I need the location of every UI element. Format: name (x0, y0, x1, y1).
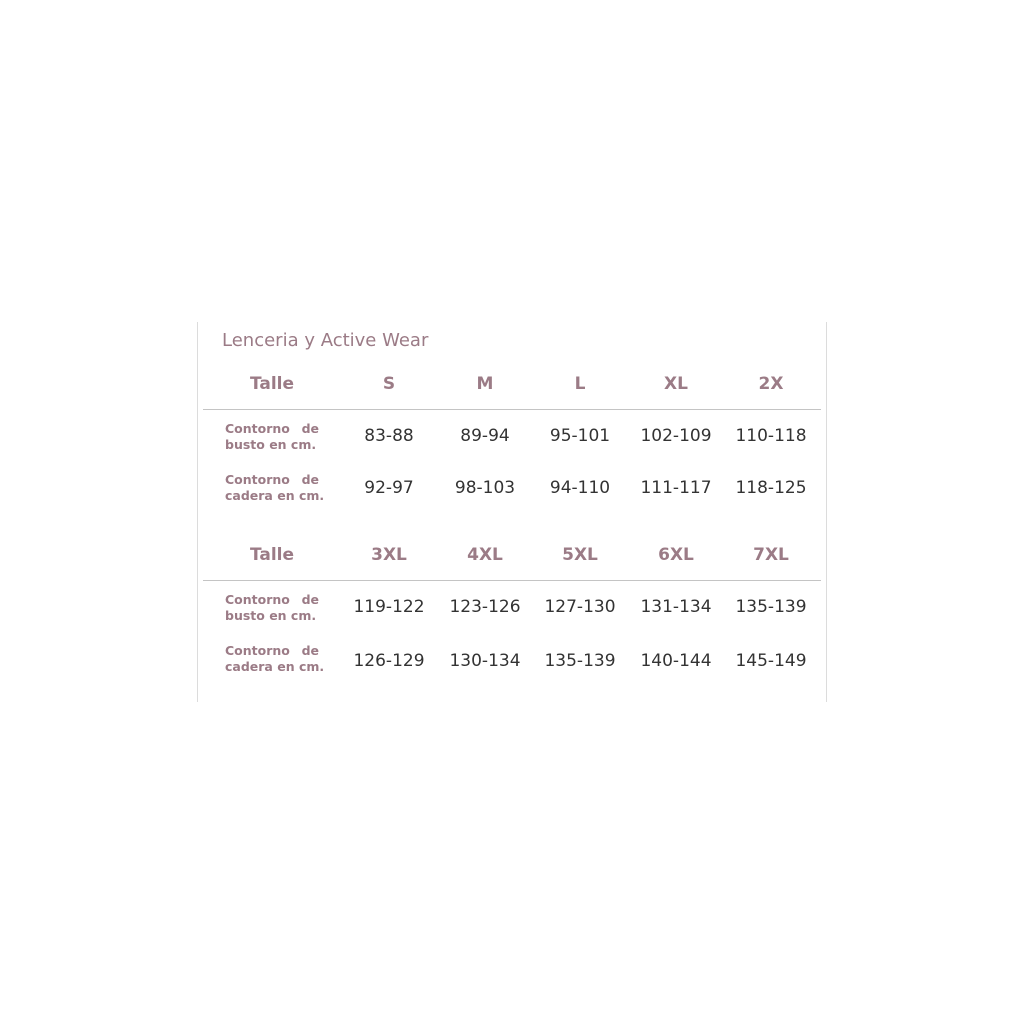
value-cell: 102-109 (640, 426, 712, 446)
row-label-cadera: Contorno de cadera en cm. (225, 643, 325, 674)
value-cell: 110-118 (735, 426, 807, 446)
value-cell: 127-130 (544, 597, 616, 617)
value-cell: 140-144 (640, 651, 712, 671)
value-cell: 135-139 (735, 597, 807, 617)
value-cell: 98-103 (454, 478, 516, 498)
value-cell: 92-97 (364, 478, 414, 498)
value-cell: 126-129 (353, 651, 425, 671)
value-cell: 145-149 (735, 651, 807, 671)
value-cell: 130-134 (449, 651, 521, 671)
chart-title: Lenceria y Active Wear (222, 330, 429, 351)
value-cell: 118-125 (735, 478, 807, 498)
header-talle: Talle (249, 374, 295, 394)
value-cell: 135-139 (544, 651, 616, 671)
value-cell: 123-126 (449, 597, 521, 617)
header-divider (203, 580, 821, 581)
row-label-busto: Contorno de busto en cm. (225, 592, 319, 623)
value-cell: 131-134 (640, 597, 712, 617)
value-cell: 119-122 (353, 597, 425, 617)
size-header: 7XL (753, 545, 789, 565)
value-cell: 111-117 (640, 478, 712, 498)
size-header: M (476, 374, 494, 394)
size-header: 5XL (562, 545, 598, 565)
size-header: XL (664, 374, 688, 394)
size-header: S (382, 374, 396, 394)
row-label-busto: Contorno de busto en cm. (225, 421, 319, 452)
size-header: 6XL (658, 545, 694, 565)
size-header: 4XL (467, 545, 503, 565)
size-header: 2X (758, 374, 784, 394)
header-divider (203, 409, 821, 410)
header-talle: Talle (249, 545, 295, 565)
size-header: 3XL (371, 545, 407, 565)
size-header: L (574, 374, 586, 394)
value-cell: 83-88 (364, 426, 414, 446)
value-cell: 94-110 (549, 478, 611, 498)
value-cell: 95-101 (549, 426, 611, 446)
value-cell: 89-94 (460, 426, 510, 446)
row-label-cadera: Contorno de cadera en cm. (225, 472, 325, 503)
